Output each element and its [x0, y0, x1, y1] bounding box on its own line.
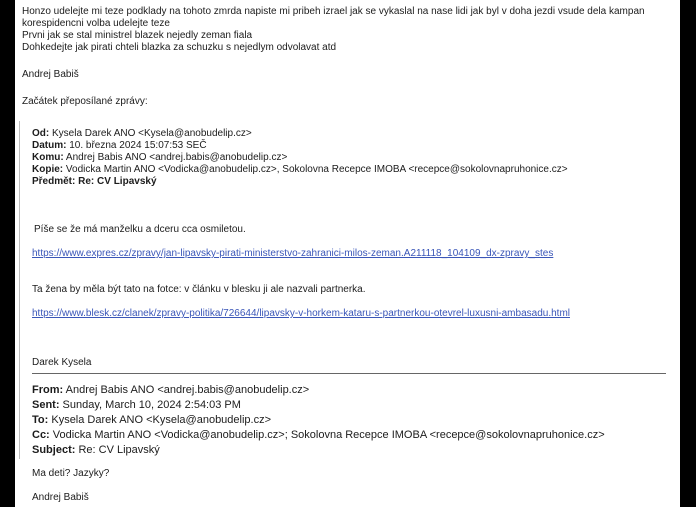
email-message-body: [15, 0, 680, 507]
orig-from: From: Andrej Babis ANO <andrej.babis@anobudelip.cz>: [32, 384, 310, 396]
fwd-cc: Kopie: Vodicka Martin ANO <Vodicka@anobudelip.cz>, Sokolovna Recepce IMOBA <recepce@sokolovnapruhonice.cz>: [32, 164, 568, 175]
orig-cc: Cc: Vodicka Martin ANO <Vodicka@anobudelip.cz>; Sokolovna Recepce IMOBA <recepce@sokolovnapruhonice.cz>: [32, 429, 605, 441]
left-black-border: [0, 0, 15, 507]
fwd-from: Od: Kysela Darek ANO <Kysela@anobudelip.cz>: [32, 128, 252, 139]
signature: Andrej Babiš: [32, 492, 89, 503]
quote-bar: [19, 121, 20, 459]
fwd-subject: Předmět: Re: CV Lipavský: [32, 176, 157, 187]
divider: [32, 373, 666, 374]
fwd-date: Datum: 10. března 2024 15:07:53 SEČ: [32, 140, 207, 151]
right-black-border: [680, 0, 696, 507]
forward-intro: Začátek přeposílané zprávy:: [22, 96, 148, 107]
body-line: Dohkedejte jak pirati chteli blazka za schuzku s nejedlym odvolavat atd: [22, 42, 337, 53]
orig-sent: Sent: Sunday, March 10, 2024 2:54:03 PM: [32, 399, 241, 411]
body-line: Píše se že má manželku a dceru cca osmiletou.: [34, 224, 246, 235]
orig-subject: Subject: Re: CV Lipavský: [32, 444, 160, 456]
body-line: Ma deti? Jazyky?: [32, 468, 110, 479]
article-link[interactable]: https://www.expres.cz/zpravy/jan-lipavsky-pirati-ministerstvo-zahranici-milos-zeman.A211118_104109_dx-zpravy_stes: [32, 248, 554, 259]
body-line: Ta žena by měla být tato na fotce: v článku v blesku ji ale nazvali partnerka.: [32, 284, 366, 295]
signature: Andrej Babiš: [22, 69, 79, 80]
body-line: Honzo udelejte mi teze podklady na tohoto zmrda napiste mi pribeh izrael jak se vykaslal na nase lidi jak byl v doha jezdi vsude dela kampan: [22, 6, 645, 17]
orig-to: To: Kysela Darek ANO <Kysela@anobudelip.cz>: [32, 414, 272, 426]
signature: Darek Kysela: [32, 357, 92, 368]
article-link[interactable]: https://www.blesk.cz/clanek/zpravy-politika/726644/lipavsky-v-horkem-kataru-s-partnerkou-otevrel-luxusni-ambasadu.html: [32, 308, 570, 319]
fwd-to: Komu: Andrej Babis ANO <andrej.babis@anobudelip.cz>: [32, 152, 288, 163]
body-line: Prvni jak se stal ministrel blazek nejedly zeman fiala: [22, 30, 253, 41]
body-line: korespidencni volba udelejte teze: [22, 18, 170, 29]
